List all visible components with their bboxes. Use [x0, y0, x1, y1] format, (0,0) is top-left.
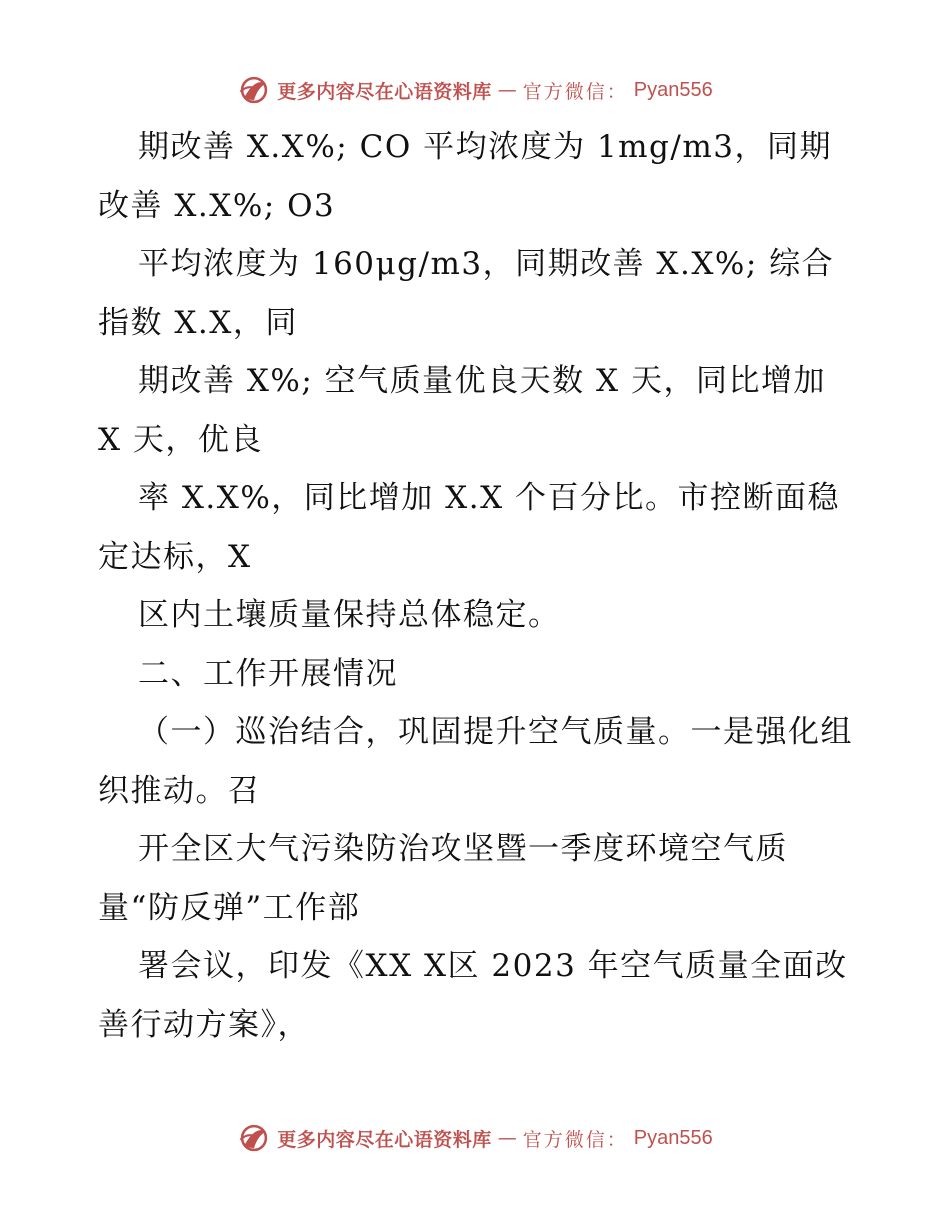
banner-wechat-id: Pyan556	[633, 1126, 713, 1149]
banner-dash: —	[497, 1127, 517, 1149]
paragraph-5: 区内土壤质量保持总体稳定。	[138, 597, 561, 633]
header-watermark-banner	[0, 70, 950, 110]
banner-official-label: 官方微信：	[522, 80, 628, 103]
banner-wechat-id: Pyan556	[633, 78, 713, 101]
ribbon-logo-icon	[237, 1121, 271, 1155]
banner-text: 更多内容尽在心语资料库	[277, 80, 492, 103]
paragraph-3: 期改善 X%; 空气质量优良天数 X 天，同比增加 X 天，优良	[98, 363, 826, 458]
paragraph-2: 平均浓度为 160μg/m3，同期改善 X.X%; 综合指数 X.X，同	[98, 246, 835, 341]
paragraph-7: （一）巡治结合，巩固提升空气质量。一是强化组织推动。召	[98, 714, 853, 809]
paragraph-8: 开全区大气污染防治攻坚暨一季度环境空气质量“防反弹”工作部	[98, 831, 788, 926]
banner-official-label: 官方微信：	[522, 1128, 628, 1151]
paragraph-4: 率 X.X%，同比增加 X.X 个百分比。市控断面稳定达标，X	[98, 480, 841, 575]
banner-text: 更多内容尽在心语资料库	[277, 1128, 492, 1151]
paragraph-1: 期改善 X.X%; CO 平均浓度为 1mg/m3，同期改善 X.X%; O3	[98, 129, 832, 224]
footer-watermark-banner	[0, 1118, 950, 1158]
document-body	[98, 118, 858, 1054]
banner-dash: —	[497, 79, 517, 101]
section-heading: 二、工作开展情况	[138, 655, 398, 692]
ribbon-logo-icon	[237, 73, 271, 107]
paragraph-9: 署会议，印发《XX X区 2023 年空气质量全面改善行动方案》，	[98, 948, 848, 1043]
